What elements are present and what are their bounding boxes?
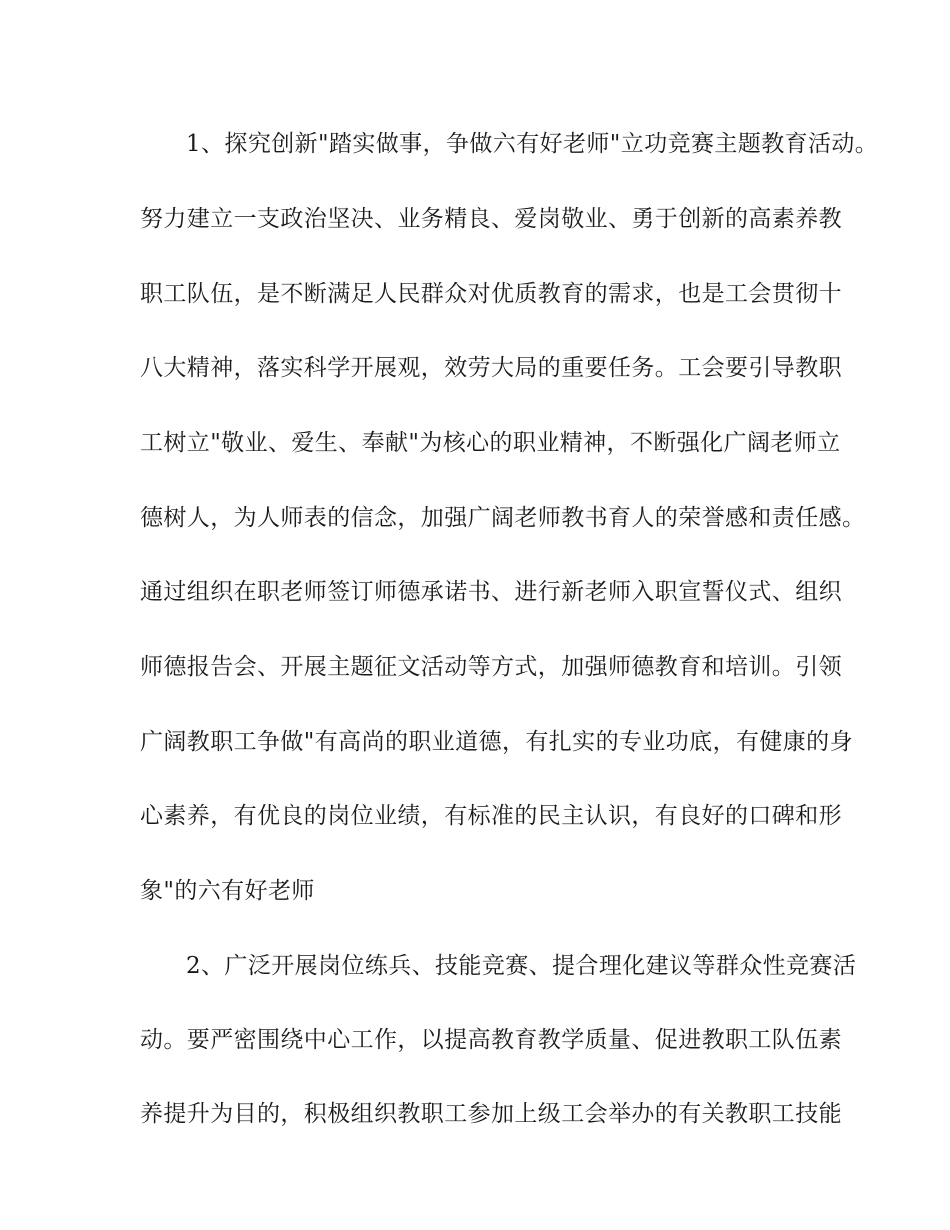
paragraph-2-line-3: 养提升为目的，积极组织教职工参加上级工会举办的有关教职工技能 bbox=[140, 1101, 842, 1127]
paragraph-1-line-6: 德树人，为人师表的信念，加强广阔老师教书育人的荣誉感和责任感。 bbox=[140, 505, 866, 531]
paragraph-1-line-9: 广阔教职工争做"有高尚的职业道德，有扎实的专业功底，有健康的身 bbox=[140, 729, 853, 755]
paragraph-2-line-2: 动。要严密围绕中心工作，以提高教育教学质量、促进教职工队伍素 bbox=[140, 1027, 842, 1053]
paragraph-1-line-2: 努力建立一支政治坚决、业务精良、爱岗敬业、勇于创新的高素养教 bbox=[140, 206, 842, 232]
paragraph-1-line-10: 心素养，有优良的岗位业绩，有标准的民主认识，有良好的口碑和形 bbox=[140, 803, 842, 829]
paragraph-1-line-5: 工树立"敬业、爱生、奉献"为核心的职业精神，不断强化广阔老师立 bbox=[140, 430, 841, 456]
paragraph-1-line-11: 象"的六有好老师 bbox=[140, 878, 315, 904]
paragraph-1-line-4: 八大精神，落实科学开展观，效劳大局的重要任务。工会要引导教职 bbox=[140, 355, 842, 381]
paragraph-2-line-1: 2、广泛开展岗位练兵、技能竞赛、提合理化建议等群众性竞赛活 bbox=[186, 953, 857, 979]
paragraph-1-line-7: 通过组织在职老师签订师德承诺书、进行新老师入职宣誓仪式、组织 bbox=[140, 579, 842, 605]
paragraph-1-line-8: 师德报告会、开展主题征文活动等方式，加强师德教育和培训。引领 bbox=[140, 654, 842, 680]
paragraph-1-line-3: 职工队伍，是不断满足人民群众对优质教育的需求，也是工会贯彻十 bbox=[140, 281, 842, 307]
paragraph-1-line-1: 1、探究创新"踏实做事，争做六有好老师"立功竞赛主题教育活动。 bbox=[186, 131, 879, 157]
